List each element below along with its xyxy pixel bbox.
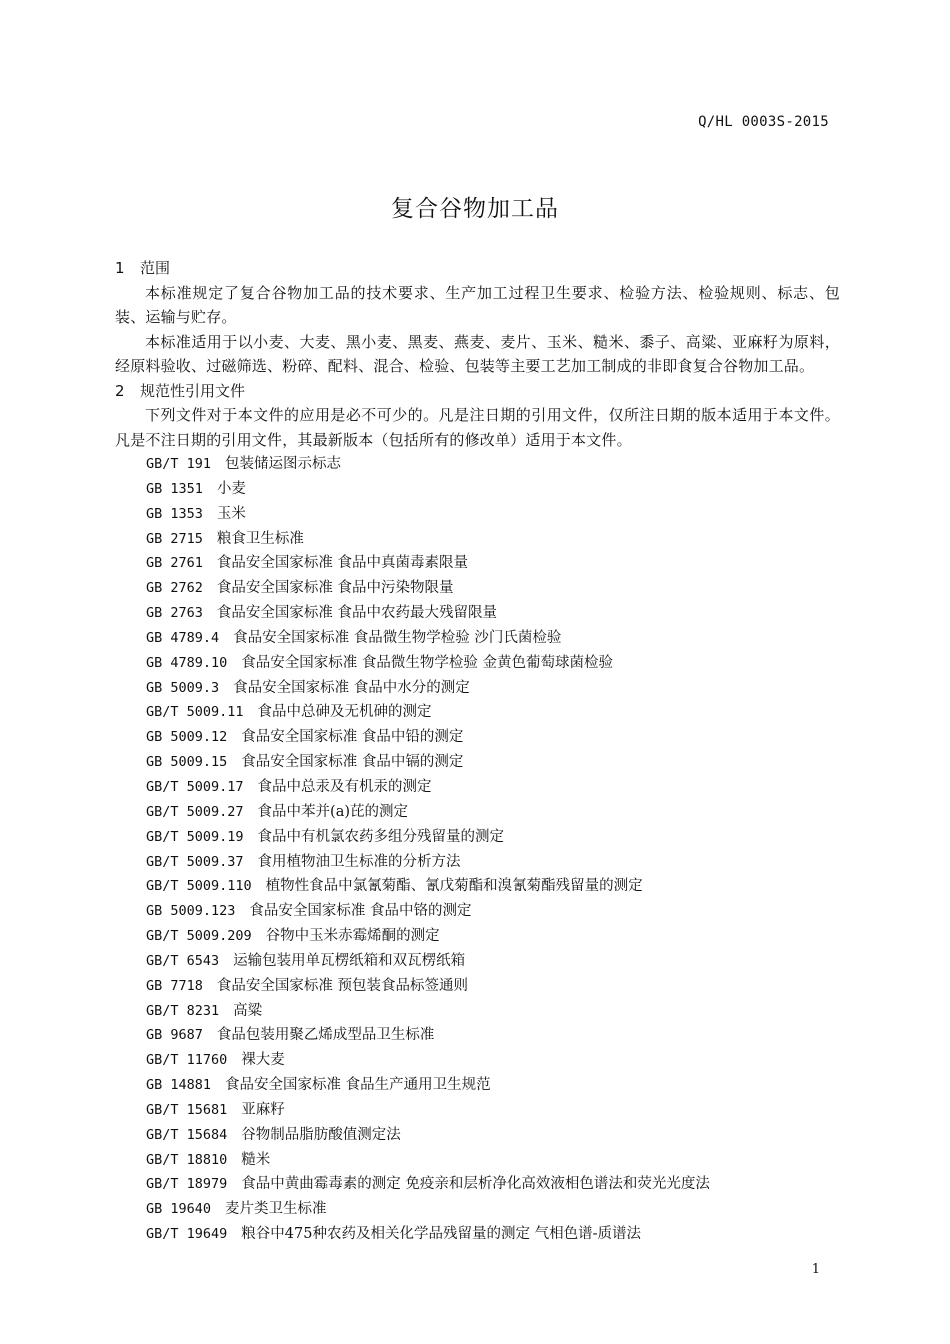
reference-code: GB/T 15681 <box>146 1101 228 1118</box>
reference-code: GB 2763 <box>146 605 203 622</box>
reference-item <box>115 676 840 701</box>
reference-code: GB/T 5009.110 <box>146 878 252 895</box>
reference-item <box>115 874 840 899</box>
reference-code: GB/T 19649 <box>146 1226 228 1243</box>
reference-code: GB 4789.10 <box>146 654 228 671</box>
reference-title: 裸大麦 <box>241 1052 285 1069</box>
reference-item <box>115 924 840 949</box>
reference-code: GB 2715 <box>146 530 203 547</box>
reference-list <box>115 452 840 1247</box>
reference-code: GB 7718 <box>146 977 203 994</box>
reference-title: 食品安全国家标准 食品中农药最大残留限量 <box>216 605 498 622</box>
reference-title: 食品中总砷及无机砷的测定 <box>257 704 432 721</box>
reference-item <box>115 974 840 999</box>
reference-code: GB 5009.12 <box>146 729 228 746</box>
reference-title: 食品包装用聚乙烯成型品卫生标准 <box>216 1027 435 1044</box>
reference-code: GB/T 5009.19 <box>146 828 244 845</box>
reference-code: GB 2761 <box>146 555 203 572</box>
reference-title: 谷物中玉米赤霉烯酮的测定 <box>265 928 440 945</box>
reference-title: 亚麻籽 <box>241 1101 285 1118</box>
reference-title: 食品中总汞及有机汞的测定 <box>257 778 432 795</box>
reference-item <box>115 1148 840 1173</box>
reference-item <box>115 1048 840 1073</box>
reference-item <box>115 452 840 477</box>
section-heading-scope <box>115 256 840 281</box>
reference-title: 食品安全国家标准 食品中真菌毒素限量 <box>216 555 469 572</box>
reference-item <box>115 626 840 651</box>
reference-item <box>115 601 840 626</box>
reference-item <box>115 899 840 924</box>
reference-title: 运输包装用单瓦楞纸箱和双瓦楞纸箱 <box>233 952 466 969</box>
reference-code: GB 9687 <box>146 1027 203 1044</box>
reference-code: GB 19640 <box>146 1201 212 1218</box>
reference-item <box>115 850 840 875</box>
reference-item <box>115 1172 840 1197</box>
section-title: 范围 <box>140 259 171 277</box>
standard-code: Q/HL 0003S-2015 <box>698 114 829 130</box>
paragraph: 下列文件对于本文件的应用是必不可少的。凡是注日期的引用文件，仅所注日期的版本适用于本文件。凡是不注日期的引用文件，其最新版本（包括所有的修改单）适用于本文件。 <box>115 406 840 449</box>
reference-item <box>115 1123 840 1148</box>
reference-code: GB 14881 <box>146 1077 212 1094</box>
reference-item <box>115 1197 840 1222</box>
reference-title: 粮谷中475种农药及相关化学品残留量的测定 气相色谱-质谱法 <box>241 1226 641 1243</box>
reference-code: GB/T 6543 <box>146 952 220 969</box>
reference-item <box>115 1222 840 1247</box>
reference-title: 包装储运图示标志 <box>225 456 342 472</box>
section-number: 1 <box>115 259 125 277</box>
page-number: 1 <box>811 1262 820 1277</box>
reference-item <box>115 725 840 750</box>
reference-title: 谷物制品脂肪酸值测定法 <box>241 1126 401 1143</box>
reference-title: 植物性食品中氯氰菊酯、氰戊菊酯和溴氰菊酯残留量的测定 <box>265 878 643 895</box>
reference-code: GB/T 8231 <box>146 1002 220 1019</box>
reference-code: GB 5009.15 <box>146 754 228 771</box>
reference-title: 食用植物油卫生标准的分析方法 <box>257 853 461 870</box>
reference-title: 玉米 <box>216 505 246 522</box>
reference-title: 食品安全国家标准 预包装食品标签通则 <box>216 977 469 994</box>
reference-title: 小麦 <box>216 480 246 497</box>
paragraph: 本标准适用于以小麦、大麦、黑小麦、黑麦、燕麦、麦片、玉米、糙米、黍子、高粱、亚麻籽为原料，经原料验收、过磁筛选、粉碎、配料、混合、检验、包装等主要工艺加工制成的非即食复合谷物加工品。 <box>115 332 840 375</box>
reference-item <box>115 775 840 800</box>
reference-item <box>115 502 840 527</box>
reference-title: 食品安全国家标准 食品中铬的测定 <box>249 903 472 920</box>
section-title: 规范性引用文件 <box>140 381 246 400</box>
reference-code: GB 4789.4 <box>146 629 220 646</box>
reference-code: GB/T 5009.27 <box>146 803 244 820</box>
reference-code: GB 5009.123 <box>146 903 236 920</box>
reference-code: GB/T 11760 <box>146 1052 228 1069</box>
reference-item <box>115 949 840 974</box>
reference-title: 粮食卫生标准 <box>216 530 304 547</box>
reference-title: 食品中苯并(a)芘的测定 <box>257 803 409 820</box>
reference-item <box>115 1023 840 1048</box>
reference-code: GB/T 5009.37 <box>146 853 244 870</box>
reference-title: 食品中黄曲霉毒素的测定 免疫亲和层析净化高效液相色谱法和荧光光度法 <box>241 1176 710 1193</box>
reference-item <box>115 551 840 576</box>
reference-item <box>115 999 840 1024</box>
section-number: 2 <box>115 381 125 400</box>
reference-item <box>115 750 840 775</box>
reference-code: GB/T 18979 <box>146 1176 228 1193</box>
reference-title: 高粱 <box>233 1002 263 1019</box>
reference-title: 食品安全国家标准 食品中水分的测定 <box>233 679 470 696</box>
reference-item <box>115 1098 840 1123</box>
reference-title: 食品安全国家标准 食品生产通用卫生规范 <box>225 1077 491 1094</box>
reference-title: 糙米 <box>241 1151 271 1168</box>
reference-item <box>115 651 840 676</box>
reference-code: GB/T 18810 <box>146 1151 228 1168</box>
document-title: 复合谷物加工品 <box>391 196 559 222</box>
reference-item <box>115 576 840 601</box>
reference-title: 食品安全国家标准 食品微生物学检验 金黄色葡萄球菌检验 <box>241 654 613 671</box>
reference-item <box>115 527 840 552</box>
reference-item <box>115 800 840 825</box>
reference-title: 食品中有机氯农药多组分残留量的测定 <box>257 828 505 845</box>
reference-code: GB/T 191 <box>146 456 212 472</box>
document-body <box>115 256 840 1247</box>
reference-title: 食品安全国家标准 食品微生物学检验 沙门氏菌检验 <box>233 629 562 646</box>
reference-code: GB/T 5009.17 <box>146 778 244 795</box>
reference-item <box>115 477 840 502</box>
reference-code: GB/T 5009.11 <box>146 704 244 721</box>
paragraph: 本标准规定了复合谷物加工品的技术要求、生产加工过程卫生要求、检验方法、检验规则、标志、包装、运输与贮存。 <box>115 283 840 326</box>
reference-code: GB 1351 <box>146 480 203 497</box>
reference-code: GB/T 5009.209 <box>146 928 252 945</box>
reference-title: 食品安全国家标准 食品中镉的测定 <box>241 754 464 771</box>
reference-title: 食品安全国家标准 食品中铅的测定 <box>241 729 464 746</box>
section-heading-normative-references <box>115 379 840 404</box>
reference-code: GB 2762 <box>146 580 203 597</box>
reference-item <box>115 700 840 725</box>
reference-title: 麦片类卫生标准 <box>225 1201 327 1218</box>
reference-item <box>115 825 840 850</box>
reference-item <box>115 1073 840 1098</box>
reference-code: GB 5009.3 <box>146 679 220 696</box>
reference-code: GB 1353 <box>146 505 203 522</box>
reference-title: 食品安全国家标准 食品中污染物限量 <box>216 580 454 597</box>
reference-code: GB/T 15684 <box>146 1126 228 1143</box>
